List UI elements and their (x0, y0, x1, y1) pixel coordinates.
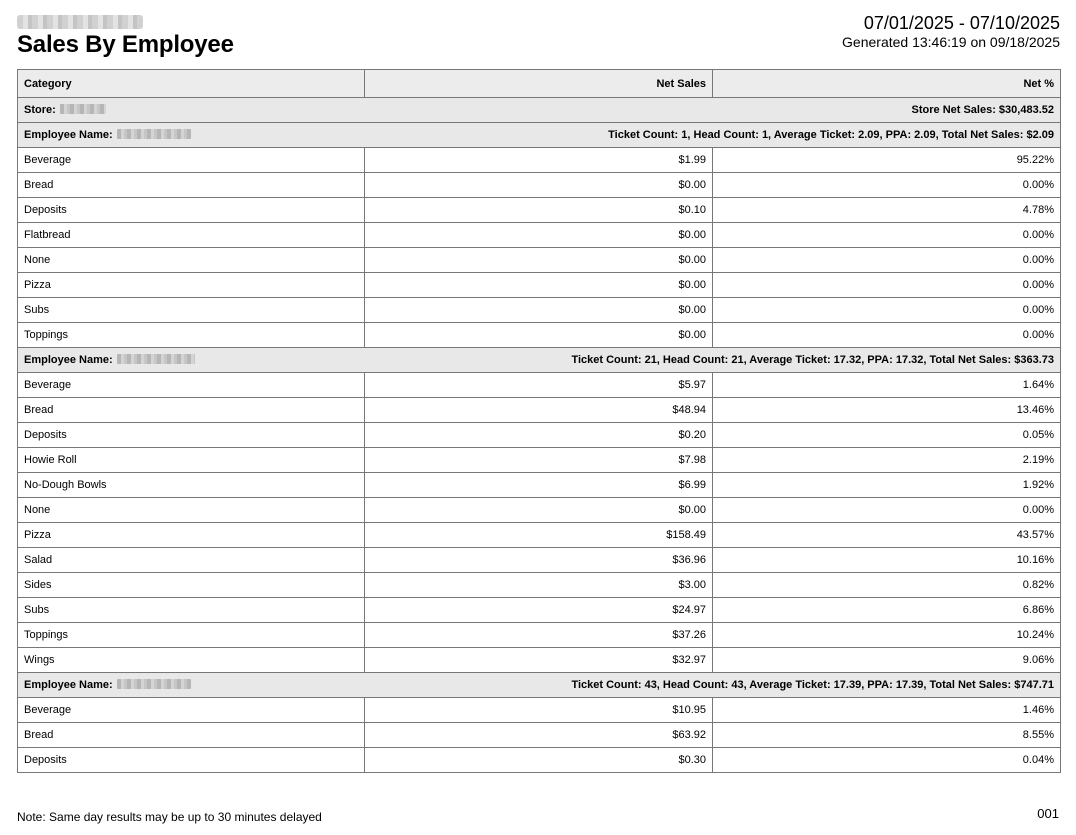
net-pct-cell: 0.00% (713, 273, 1061, 298)
net-pct-cell: 0.82% (713, 573, 1061, 598)
net-sales-cell: $5.97 (365, 373, 713, 398)
net-sales-cell: $158.49 (365, 523, 713, 548)
table-row (18, 748, 1061, 773)
net-sales-cell: $6.99 (365, 473, 713, 498)
store-row (18, 98, 1061, 123)
net-pct-cell: 0.04% (713, 748, 1061, 773)
category-cell: Beverage (18, 698, 365, 723)
net-sales-cell: $36.96 (365, 548, 713, 573)
table-row (18, 273, 1061, 298)
net-pct-cell: 13.46% (713, 398, 1061, 423)
employee-group-row (18, 348, 1061, 373)
category-cell: No-Dough Bowls (18, 473, 365, 498)
net-pct-cell: 8.55% (713, 723, 1061, 748)
table-row (18, 723, 1061, 748)
net-pct-cell: 10.16% (713, 548, 1061, 573)
table-row (18, 473, 1061, 498)
net-pct-cell: 10.24% (713, 623, 1061, 648)
table-row (18, 598, 1061, 623)
category-cell: Subs (18, 298, 365, 323)
table-row (18, 548, 1061, 573)
net-pct-cell: 0.05% (713, 423, 1061, 448)
table-row (18, 323, 1061, 348)
category-cell: Wings (18, 648, 365, 673)
category-cell: Subs (18, 598, 365, 623)
redacted-employee-name (117, 354, 195, 364)
net-sales-cell: $0.00 (365, 273, 713, 298)
category-cell: Salad (18, 548, 365, 573)
brand-logo-redacted (17, 15, 143, 29)
employee-group-cell (18, 673, 1061, 698)
net-pct-cell: 4.78% (713, 198, 1061, 223)
net-sales-cell: $7.98 (365, 448, 713, 473)
net-sales-cell: $0.00 (365, 498, 713, 523)
net-pct-cell: 0.00% (713, 173, 1061, 198)
category-cell: Beverage (18, 148, 365, 173)
redacted-employee-name (117, 129, 191, 139)
category-cell: Sides (18, 573, 365, 598)
table-body (18, 98, 1061, 773)
employee-group-row (18, 673, 1061, 698)
category-cell: Bread (18, 723, 365, 748)
net-sales-cell: $0.00 (365, 248, 713, 273)
date-range: 07/01/2025 - 07/10/2025 (863, 13, 1060, 33)
employee-group-row (18, 123, 1061, 148)
category-cell: Deposits (18, 423, 365, 448)
net-sales-cell: $0.00 (365, 223, 713, 248)
employee-summary: Ticket Count: 43, Head Count: 43, Average Ticket: 17.39, PPA: 17.39, Total Net Sales: $747.71 (571, 679, 1054, 691)
column-header-category: Category (18, 70, 365, 98)
net-sales-cell: $24.97 (365, 598, 713, 623)
category-cell: None (18, 248, 365, 273)
table-row (18, 373, 1061, 398)
redacted-store-name (60, 104, 106, 114)
store-net-sales: Store Net Sales: $30,483.52 (911, 104, 1054, 116)
net-sales-cell: $0.30 (365, 748, 713, 773)
category-cell: Toppings (18, 623, 365, 648)
column-header-net-sales: Net Sales (365, 70, 713, 98)
net-sales-cell: $32.97 (365, 648, 713, 673)
category-cell: Deposits (18, 198, 365, 223)
table-row (18, 498, 1061, 523)
category-cell: Pizza (18, 273, 365, 298)
table-row (18, 298, 1061, 323)
table-header-row (18, 70, 1061, 98)
category-cell: Toppings (18, 323, 365, 348)
employee-group-cell (18, 348, 1061, 373)
net-sales-cell: $48.94 (365, 398, 713, 423)
store-label: Store: (24, 104, 56, 116)
net-pct-cell: 1.92% (713, 473, 1061, 498)
category-cell: Pizza (18, 523, 365, 548)
net-sales-cell: $0.00 (365, 323, 713, 348)
page-number: 001 (1037, 806, 1059, 821)
net-pct-cell: 43.57% (713, 523, 1061, 548)
table-row (18, 423, 1061, 448)
redacted-employee-name (117, 679, 191, 689)
category-cell: Deposits (18, 748, 365, 773)
category-cell: Beverage (18, 373, 365, 398)
table-row (18, 223, 1061, 248)
report-header (17, 12, 1060, 62)
net-pct-cell: 9.06% (713, 648, 1061, 673)
table-row (18, 398, 1061, 423)
net-sales-cell: $0.00 (365, 298, 713, 323)
category-cell: Bread (18, 173, 365, 198)
table-row (18, 523, 1061, 548)
employee-summary: Ticket Count: 21, Head Count: 21, Average Ticket: 17.32, PPA: 17.32, Total Net Sales: $363.73 (571, 354, 1054, 366)
table-row (18, 698, 1061, 723)
net-sales-cell: $37.26 (365, 623, 713, 648)
net-pct-cell: 1.46% (713, 698, 1061, 723)
net-pct-cell: 95.22% (713, 148, 1061, 173)
table-row (18, 148, 1061, 173)
sales-table (17, 69, 1061, 773)
category-cell: Flatbread (18, 223, 365, 248)
table-row (18, 623, 1061, 648)
net-pct-cell: 0.00% (713, 498, 1061, 523)
net-pct-cell: 0.00% (713, 223, 1061, 248)
employee-summary: Ticket Count: 1, Head Count: 1, Average Ticket: 2.09, PPA: 2.09, Total Net Sales: $2.09 (608, 129, 1054, 141)
page-title: Sales By Employee (17, 31, 234, 58)
net-pct-cell: 1.64% (713, 373, 1061, 398)
category-cell: Howie Roll (18, 448, 365, 473)
table-row (18, 648, 1061, 673)
net-sales-cell: $63.92 (365, 723, 713, 748)
table-row (18, 173, 1061, 198)
net-pct-cell: 2.19% (713, 448, 1061, 473)
net-sales-cell: $3.00 (365, 573, 713, 598)
table-row (18, 248, 1061, 273)
store-cell (18, 98, 1061, 123)
net-sales-cell: $1.99 (365, 148, 713, 173)
net-pct-cell: 6.86% (713, 598, 1061, 623)
category-cell: None (18, 498, 365, 523)
employee-name-label: Employee Name: (24, 129, 113, 141)
generated-timestamp: Generated 13:46:19 on 09/18/2025 (842, 34, 1060, 50)
employee-name-label: Employee Name: (24, 354, 113, 366)
footer-note: Note: Same day results may be up to 30 minutes delayed (17, 810, 322, 824)
table-row (18, 448, 1061, 473)
net-sales-cell: $0.00 (365, 173, 713, 198)
net-pct-cell: 0.00% (713, 323, 1061, 348)
net-sales-cell: $0.20 (365, 423, 713, 448)
category-cell: Bread (18, 398, 365, 423)
net-sales-cell: $0.10 (365, 198, 713, 223)
net-pct-cell: 0.00% (713, 298, 1061, 323)
column-header-net-pct: Net % (713, 70, 1061, 98)
employee-name-label: Employee Name: (24, 679, 113, 691)
net-sales-cell: $10.95 (365, 698, 713, 723)
table-row (18, 198, 1061, 223)
net-pct-cell: 0.00% (713, 248, 1061, 273)
table-row (18, 573, 1061, 598)
employee-group-cell (18, 123, 1061, 148)
